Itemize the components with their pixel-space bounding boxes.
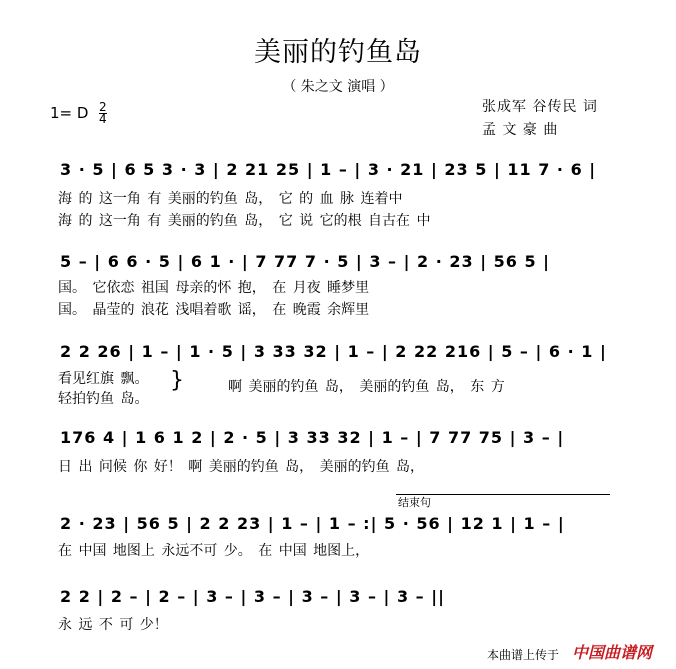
lyric-row-2-verse-1: 国。 它依恋 祖国 母亲的怀 抱， 在 月夜 睡梦里 xyxy=(58,280,370,296)
verse-brace: } xyxy=(170,368,184,393)
lyric-row-1-verse-2: 海 的 这一角 有 美丽的钓鱼 岛， 它 说 它的根 自古在 中 xyxy=(58,213,431,229)
lyric-row-1-verse-1: 海 的 这一角 有 美丽的钓鱼 岛， 它 的 血 脉 连着中 xyxy=(58,191,403,207)
lyric-row-5: 在 中国 地图上 永远不可 少。 在 中国 地图上， xyxy=(58,543,370,559)
lyricist-credit: 张成军 谷传民 词 xyxy=(482,99,598,115)
lyric-row-3-verse-1: 看见红旗 飘。 xyxy=(58,371,149,387)
notation-row-5: 2 · 23 | 56 5 | 2 2 23 | 1 – | 1 – :| 5 · 56 | 12 1 | 1 – | xyxy=(60,514,565,533)
notation-row-4: 176 4 | 1 6 1 2 | 2 · 5 | 3 33 32 | 1 – | 7 77 75 | 3 – | xyxy=(60,428,565,447)
performer-credit: （ 朱之文 演唱 ） xyxy=(282,79,394,95)
upload-note: 本曲谱上传于 xyxy=(487,648,560,662)
ending-label: 结束句 xyxy=(398,496,431,509)
lyric-row-4: 日 出 问候 你 好！ 啊 美丽的钓鱼 岛， 美丽的钓鱼 岛， xyxy=(58,459,425,475)
key-signature: 1= D xyxy=(50,104,89,122)
lyric-row-3-verse-2: 轻拍钓鱼 岛。 xyxy=(58,391,149,407)
notation-row-3: 2 2 26 | 1 – | 1 · 5 | 3 33 32 | 1 – | 2 22 216 | 5 – | 6 · 1 | xyxy=(60,342,607,361)
lyric-row-2-verse-2: 国。 晶莹的 浪花 浅唱着歌 谣， 在 晚霞 余辉里 xyxy=(58,302,370,318)
notation-row-6: 2 2 | 2 – | 2 – | 3 – | 3 – | 3 – | 3 – | 3 – || xyxy=(60,587,445,606)
lyric-row-3-chorus: 啊 美丽的钓鱼 岛， 美丽的钓鱼 岛， 东 方 xyxy=(228,379,505,395)
composer-credit: 孟 文 豪 曲 xyxy=(482,122,559,138)
time-signature-bottom: 4 xyxy=(99,112,107,126)
time-signature xyxy=(99,102,107,125)
notation-row-2: 5 – | 6 6 · 5 | 6 1 · | 7 77 7 · 5 | 3 – | 2 · 23 | 56 5 | xyxy=(60,252,551,271)
notation-row-1: 3 · 5 | 6 5 3 · 3 | 2 21 25 | 1 – | 3 · 21 | 23 5 | 11 7 · 6 | xyxy=(60,160,597,179)
site-logo: 中国曲谱网 xyxy=(572,643,653,662)
time-signature-top: 2 xyxy=(99,100,107,114)
page-title: 美丽的钓鱼岛 xyxy=(254,37,422,68)
lyric-row-6: 永 远 不 可 少！ xyxy=(58,617,168,633)
